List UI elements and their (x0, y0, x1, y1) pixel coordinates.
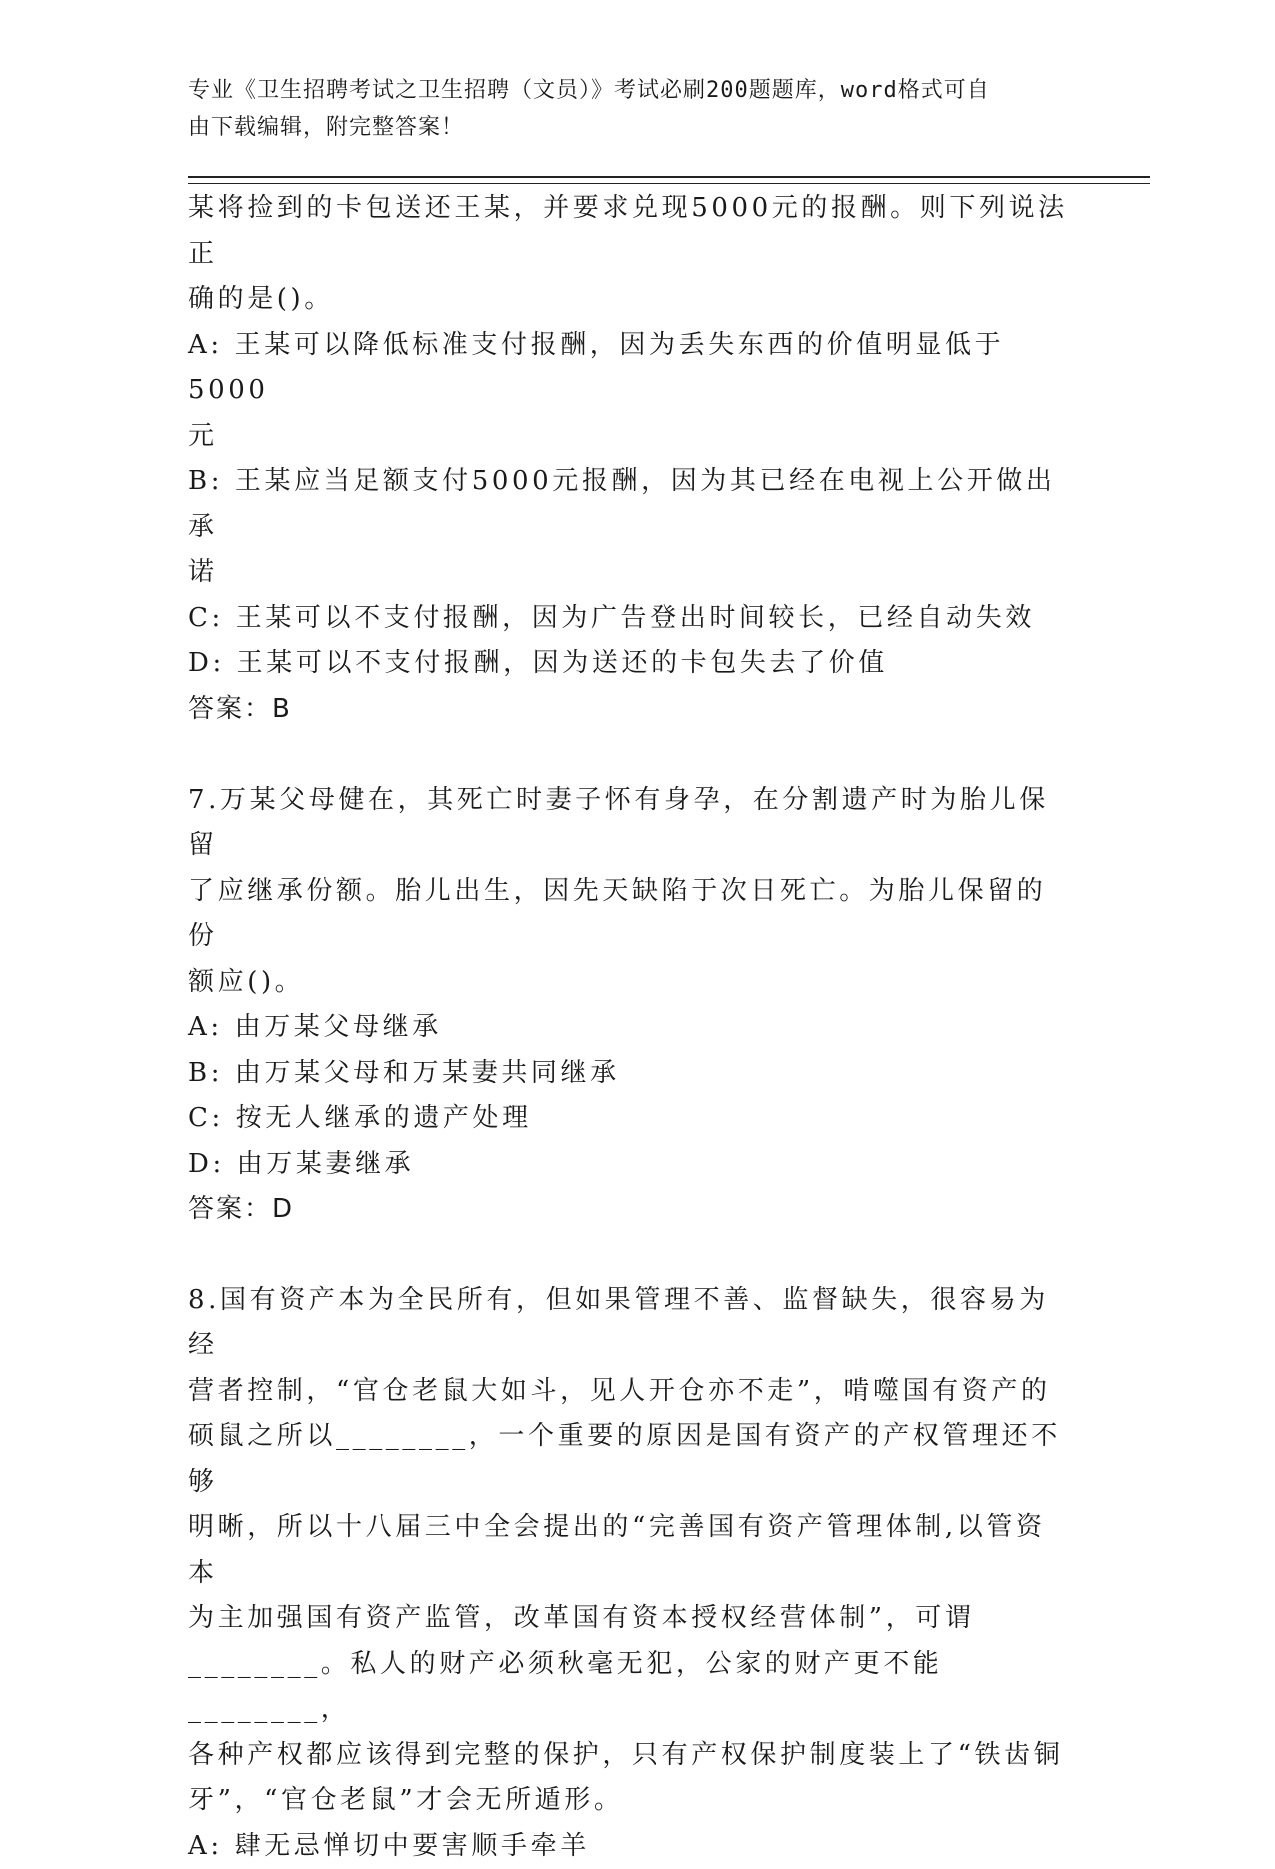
document-header (188, 72, 1068, 146)
question-stem-line: 为主加强国有资产监管，改革国有资本授权经营体制”，可谓 (188, 1596, 1068, 1642)
option-c: C: 王某可以不支付报酬，因为广告登出时间较长，已经自动失效 (188, 596, 1068, 642)
question-8 (188, 1278, 1068, 1869)
question-7 (188, 778, 1068, 1233)
question-6 (188, 186, 1068, 732)
option-a-line: 元 (188, 414, 1068, 460)
option-a-line: A: 王某可以降低标准支付报酬，因为丢失东西的价值明显低于5000 (188, 323, 1068, 414)
option-d: D: 由万某妻继承 (188, 1142, 1068, 1188)
header-line-2: 由下载编辑，附完整答案！ (188, 109, 1068, 146)
option-a: A: 由万某父母继承 (188, 1005, 1068, 1051)
question-stem-line: 8.国有资产本为全民所有，但如果管理不善、监督缺失，很容易为经 (188, 1278, 1068, 1369)
question-stem-line: 额应()。 (188, 960, 1068, 1006)
document-body (188, 186, 1068, 1869)
option-d: D: 王某可以不支付报酬，因为送还的卡包失去了价值 (188, 641, 1068, 687)
answer-label: 答案：B (188, 687, 1068, 733)
option-a: A: 肆无忌惮切中要害顺手牵羊 (188, 1824, 1068, 1869)
option-b: B: 由万某父母和万某妻共同继承 (188, 1051, 1068, 1097)
header-rule-thin (188, 183, 1150, 184)
option-b-line: 诺 (188, 550, 1068, 596)
option-b-line: B: 王某应当足额支付5000元报酬，因为其已经在电视上公开做出承 (188, 459, 1068, 550)
spacer (188, 732, 1068, 778)
answer-label: 答案：D (188, 1187, 1068, 1233)
question-stem-line: 营者控制，“官仓老鼠大如斗，见人开仓亦不走”，啃噬国有资产的 (188, 1369, 1068, 1415)
question-stem-line: 了应继承份额。胎儿出生，因先天缺陷于次日死亡。为胎儿保留的份 (188, 869, 1068, 960)
spacer (188, 1233, 1068, 1278)
question-stem-line: 确的是()。 (188, 277, 1068, 323)
question-stem-line: 明晰，所以十八届三中全会提出的“完善国有资产管理体制,以管资本 (188, 1505, 1068, 1596)
question-stem-line: 7.万某父母健在，其死亡时妻子怀有身孕，在分割遗产时为胎儿保留 (188, 778, 1068, 869)
question-stem-line: 各种产权都应该得到完整的保护，只有产权保护制度装上了“铁齿铜 (188, 1733, 1068, 1779)
header-line-1: 专业《卫生招聘考试之卫生招聘（文员）》考试必刷200题题库，word格式可自 (188, 72, 1068, 109)
question-stem-line: 硕鼠之所以________，一个重要的原因是国有资产的产权管理还不够 (188, 1414, 1068, 1505)
question-stem-line: ________。私人的财产必须秋毫无犯，公家的财产更不能________， (188, 1642, 1068, 1733)
header-rule-thick (188, 176, 1150, 178)
question-stem-line: 牙”，“官仓老鼠”才会无所遁形。 (188, 1778, 1068, 1824)
question-stem-line: 某将捡到的卡包送还王某，并要求兑现5000元的报酬。则下列说法正 (188, 186, 1068, 277)
option-c: C: 按无人继承的遗产处理 (188, 1096, 1068, 1142)
